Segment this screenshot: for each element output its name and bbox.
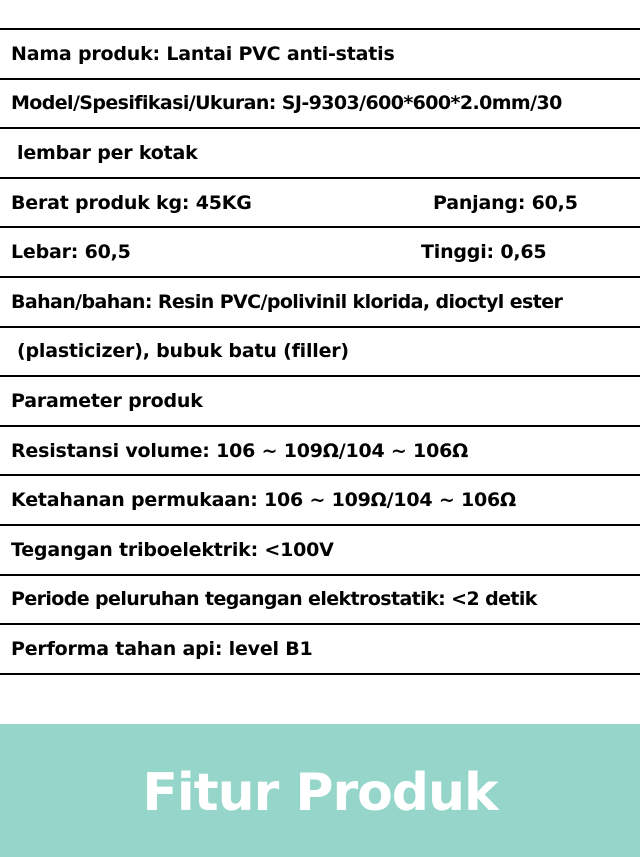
spec-row-product-name [0, 30, 640, 80]
spec-row-model [0, 80, 640, 130]
spec-parameters-heading: Parameter produk [11, 389, 203, 412]
spec-triboelectric-voltage: Tegangan triboelektrik: <100V [11, 538, 334, 561]
feature-banner [0, 724, 640, 857]
spec-row-weight-length [0, 179, 640, 229]
spec-table [0, 28, 640, 675]
spec-row-fire-rating [0, 625, 640, 675]
spec-product-name: Nama produk: Lantai PVC anti-statis [11, 42, 395, 65]
spec-row-triboelectric [0, 526, 640, 576]
spec-row-width-height [0, 228, 640, 278]
spec-surface-resistance: Ketahanan permukaan: 106 ~ 109Ω/104 ~ 106Ω [11, 489, 516, 512]
spec-row-surface-resistance [0, 476, 640, 526]
spec-model-continued: lembar per kotak [17, 141, 198, 164]
banner-title: Fitur Produk [142, 762, 498, 823]
spec-row-material-cont [0, 328, 640, 378]
spec-material-continued: (plasticizer), bubuk batu (filler) [17, 340, 349, 363]
spec-row-decay-period [0, 576, 640, 626]
spec-model: Model/Spesifikasi/Ukuran: SJ-9303/600*600*2.0mm/30 [11, 92, 562, 115]
spec-weight: Berat produk kg: 45KG [11, 191, 252, 214]
spec-height: Tinggi: 0,65 [421, 241, 547, 264]
spec-row-volume-resistance [0, 427, 640, 477]
spec-width: Lebar: 60,5 [11, 241, 131, 264]
spec-fire-rating: Performa tahan api: level B1 [11, 637, 313, 660]
spec-length: Panjang: 60,5 [433, 191, 578, 214]
spec-row-parameters [0, 377, 640, 427]
spec-material: Bahan/bahan: Resin PVC/polivinil klorida, dioctyl ester [11, 290, 563, 313]
spec-volume-resistance: Resistansi volume: 106 ~ 109Ω/104 ~ 106Ω [11, 439, 469, 462]
spec-row-material [0, 278, 640, 328]
spec-row-model-cont [0, 129, 640, 179]
spec-decay-period: Periode peluruhan tegangan elektrostatik: <2 detik [11, 588, 537, 611]
